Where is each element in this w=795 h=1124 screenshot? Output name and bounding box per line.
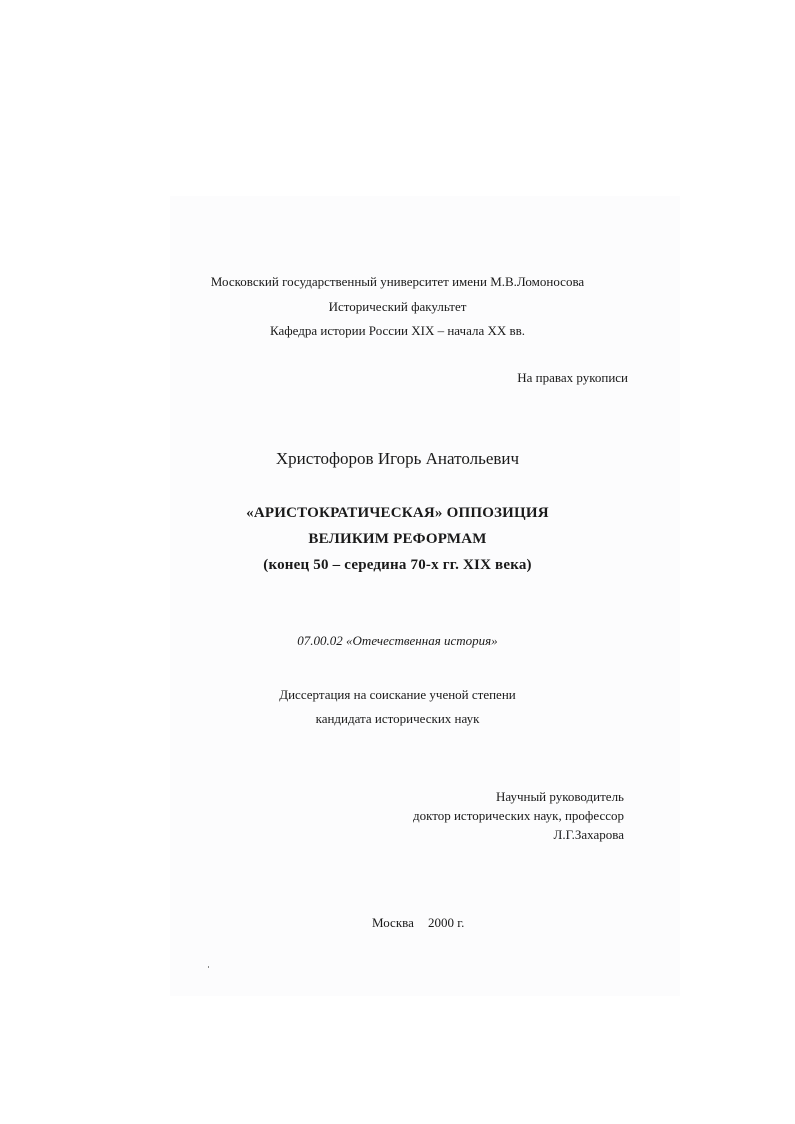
department-name: Кафедра истории России XIX – начала XX вв. [269, 323, 526, 338]
degree-line-2: кандидата исторических наук [315, 711, 480, 726]
faculty-name: Исторический факультет [328, 299, 467, 314]
page-sheet [170, 196, 680, 996]
manuscript-note: На правах рукописи [517, 370, 628, 385]
degree-line-1: Диссертация на соискание ученой степени [279, 687, 516, 702]
author-name: Христофоров Игорь Анатольевич [275, 449, 520, 468]
scan-speck [208, 966, 209, 968]
supervisor-name: Л.Г.Захарова [553, 827, 624, 842]
footer-city: Москва [372, 915, 414, 930]
specialty-code: 07.00.02 «Отечественная история» [297, 633, 498, 648]
university-name: Московский государственный университет имени М.В.Ломоносова [210, 274, 585, 289]
supervisor-credentials: доктор исторических наук, профессор [412, 808, 624, 823]
footer-year: 2000 г. [428, 915, 465, 930]
title-line-2: ВЕЛИКИМ РЕФОРМАМ [308, 531, 487, 547]
title-line-3: (конец 50 – середина 70-х гг. XIX века) [263, 557, 532, 573]
title-line-1: «АРИСТОКРАТИЧЕСКАЯ» ОППОЗИЦИЯ [246, 505, 549, 521]
supervisor-role: Научный руководитель [495, 789, 624, 804]
